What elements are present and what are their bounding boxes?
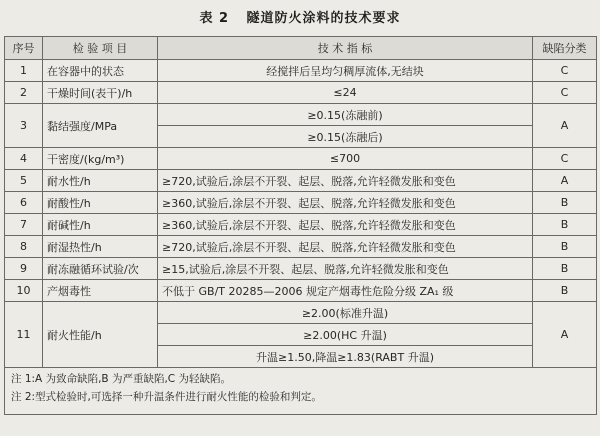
table-notes: [5, 368, 597, 415]
row-no: 8: [5, 236, 43, 258]
row-no: 9: [5, 258, 43, 280]
notes-row: [5, 368, 597, 415]
header-no: 序号: [5, 37, 43, 60]
table-row: [5, 280, 597, 302]
table-row: [5, 236, 597, 258]
row-no: 4: [5, 148, 43, 170]
note-2: 注 2:型式检验时,可选择一种升温条件进行耐火性能的检验和判定。: [11, 391, 322, 403]
row-item: 耐酸性/h: [43, 192, 158, 214]
row-spec: 不低于 GB/T 20285—2006 规定产烟毒性危险分级 ZA₁ 级: [158, 280, 533, 302]
table-row: [5, 258, 597, 280]
row-item: 耐火性能/h: [43, 302, 158, 368]
row-spec: 经搅拌后呈均匀稠厚流体,无结块: [158, 60, 533, 82]
row-item: 耐水性/h: [43, 170, 158, 192]
row-no: 10: [5, 280, 43, 302]
row-no: 2: [5, 82, 43, 104]
table-row: [5, 148, 597, 170]
row-item: 干燥时间(表干)/h: [43, 82, 158, 104]
row-spec: ≤24: [158, 82, 533, 104]
row-class: B: [533, 214, 597, 236]
header-item: 检 验 项 目: [43, 37, 158, 60]
row-spec-rabt-heating: 升温≥1.50,降温≥1.83(RABT 升温): [158, 346, 533, 368]
row-class: B: [533, 280, 597, 302]
table-row: [5, 60, 597, 82]
row-class: C: [533, 60, 597, 82]
row-class: B: [533, 236, 597, 258]
row-spec: ≥15,试验后,涂层不开裂、起层、脱落,允许轻微发胀和变色: [158, 258, 533, 280]
row-item: 产烟毒性: [43, 280, 158, 302]
note-1: 注 1:A 为致命缺陷,B 为严重缺陷,C 为轻缺陷。: [11, 373, 231, 385]
row-class: A: [533, 104, 597, 148]
row-no: 7: [5, 214, 43, 236]
row-spec-after-freeze: ≥0.15(冻融后): [158, 126, 533, 148]
row-class: C: [533, 148, 597, 170]
row-item: 耐湿热性/h: [43, 236, 158, 258]
row-spec-hc-heating: ≥2.00(HC 升温): [158, 324, 533, 346]
row-item: 耐冻融循环试验/次: [43, 258, 158, 280]
table-caption: [0, 7, 600, 26]
row-item: 黏结强度/MPa: [43, 104, 158, 148]
row-class: C: [533, 82, 597, 104]
row-item: 干密度/(kg/m³): [43, 148, 158, 170]
row-spec: ≤700: [158, 148, 533, 170]
table-row: [5, 104, 597, 126]
table-number: 表 2: [199, 11, 230, 26]
row-item: 在容器中的状态: [43, 60, 158, 82]
row-item: 耐碱性/h: [43, 214, 158, 236]
row-no: 1: [5, 60, 43, 82]
header-spec: 技 术 指 标: [158, 37, 533, 60]
row-spec: ≥720,试验后,涂层不开裂、起层、脱落,允许轻微发胀和变色: [158, 236, 533, 258]
row-class: A: [533, 302, 597, 368]
row-spec-standard-heating: ≥2.00(标准升温): [158, 302, 533, 324]
row-no: 6: [5, 192, 43, 214]
row-no: 11: [5, 302, 43, 368]
row-spec: ≥720,试验后,涂层不开裂、起层、脱落,允许轻微发胀和变色: [158, 170, 533, 192]
header-class: 缺陷分类: [533, 37, 597, 60]
row-spec-before-freeze: ≥0.15(冻融前): [158, 104, 533, 126]
table-row: [5, 192, 597, 214]
row-no: 5: [5, 170, 43, 192]
row-class: B: [533, 192, 597, 214]
row-spec: ≥360,试验后,涂层不开裂、起层、脱落,允许轻微发胀和变色: [158, 192, 533, 214]
header-row: [5, 37, 597, 60]
table-title: 隧道防火涂料的技术要求: [246, 11, 401, 26]
row-class: B: [533, 258, 597, 280]
table-row: [5, 214, 597, 236]
table-row: [5, 170, 597, 192]
row-spec: ≥360,试验后,涂层不开裂、起层、脱落,允许轻微发胀和变色: [158, 214, 533, 236]
row-class: A: [533, 170, 597, 192]
table-row: [5, 302, 597, 324]
requirements-table: [4, 36, 597, 415]
table-row: [5, 82, 597, 104]
row-no: 3: [5, 104, 43, 148]
